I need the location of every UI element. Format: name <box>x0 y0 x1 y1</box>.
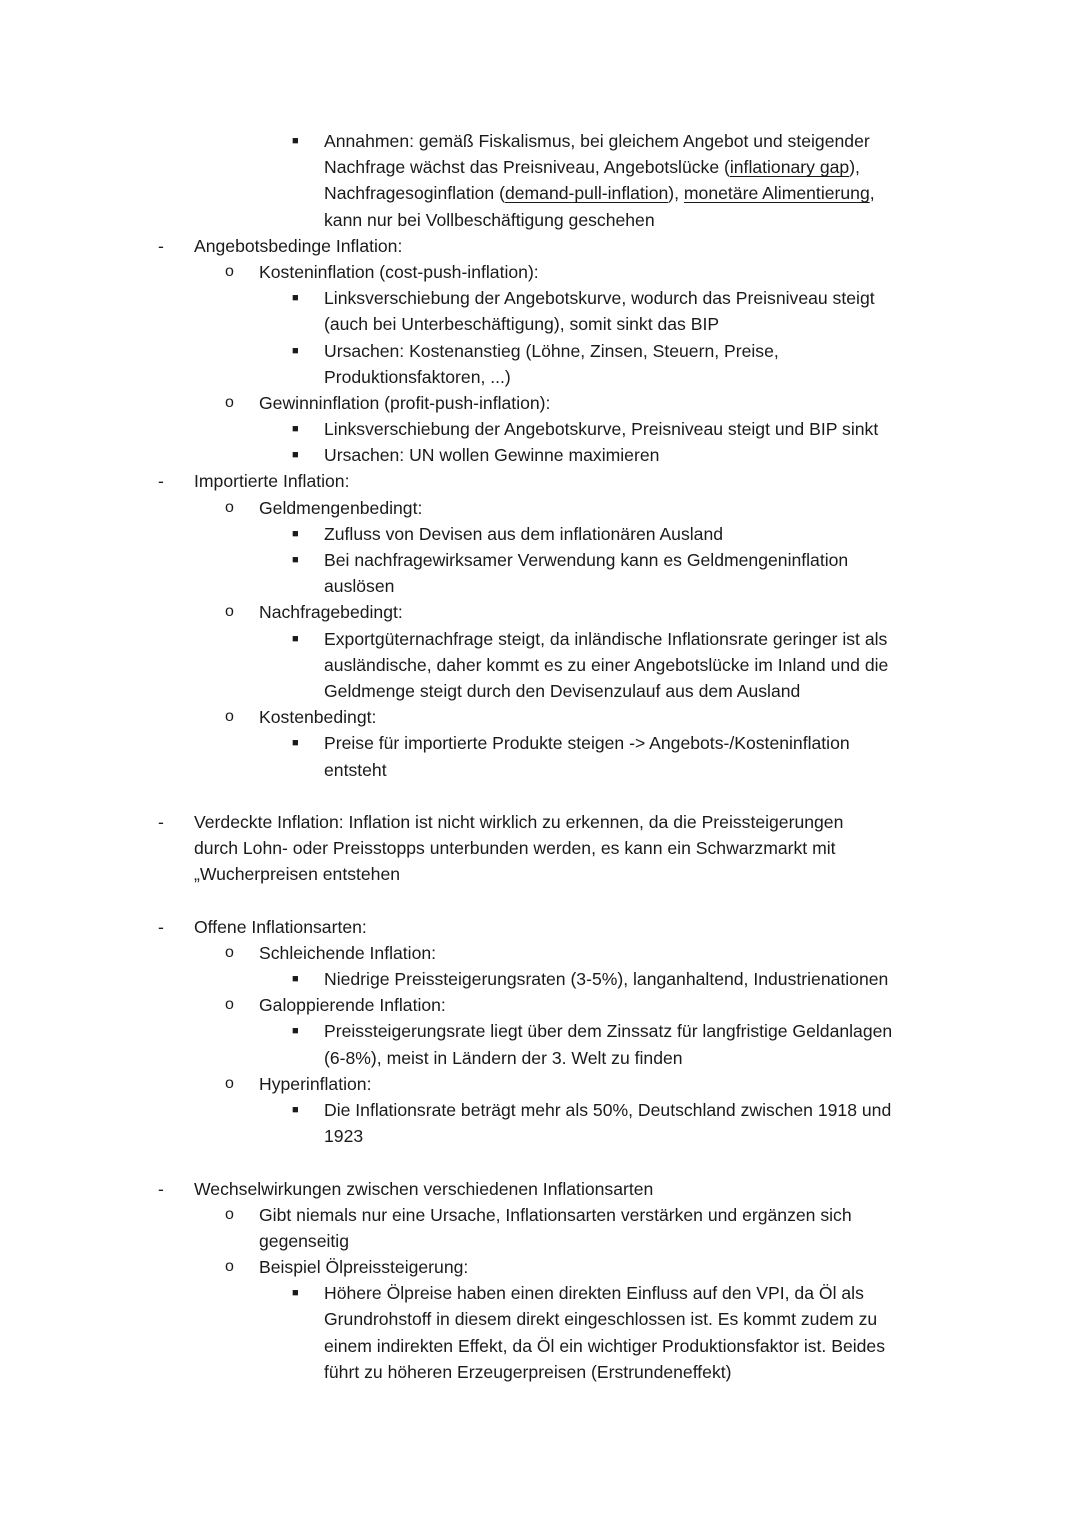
bullet-text: entsteht <box>324 759 387 780</box>
circle-bullet-icon: o <box>225 943 234 961</box>
underlined-term: demand-pull-inflation <box>504 183 669 204</box>
bullet-text: Bei nachfragewirksamer Verwendung kann es Geldmengeninflation <box>324 550 849 570</box>
square-bullet-icon: ■ <box>292 423 299 436</box>
section-line <box>0 861 1080 887</box>
subsection-title: Gewinninflation (profit-push-inflation): <box>259 392 551 413</box>
bullet-text: kann nur bei Vollbeschäftigung geschehen <box>324 209 655 230</box>
bullet-text: Ursachen: Kostenanstieg (Löhne, Zinsen, Steuern, Preise, <box>324 340 779 361</box>
bullet-text: Annahmen: gemäß Fiskalismus, bei gleichem Angebot und steigender <box>324 131 870 151</box>
circle-bullet-icon: o <box>225 603 234 621</box>
subsection-title: Kostenbedingt: <box>259 707 377 728</box>
bullet-text: ausländische, daher kommt es zu einer Angebotslücke im Inland und die <box>324 654 889 675</box>
bullet-line <box>0 1097 1080 1123</box>
section-title: Offene Inflationsarten: <box>194 916 367 937</box>
subsection-title: Geldmengenbedingt: <box>259 497 423 518</box>
bullet-text: führt zu höheren Erzeugerpreisen (Erstrundeneffekt) <box>324 1361 732 1382</box>
subsection-heading <box>0 992 1080 1018</box>
bullet-line <box>0 547 1080 573</box>
circle-bullet-icon: o <box>225 996 234 1014</box>
bullet-text: Geldmenge steigt durch den Devisenzulauf aus dem Ausland <box>324 680 801 701</box>
subsection-text: gegenseitig <box>259 1230 349 1251</box>
bullet-line <box>0 573 1080 599</box>
section-heading <box>0 233 1080 259</box>
subsection-heading <box>0 390 1080 416</box>
bullet-line <box>0 311 1080 337</box>
bullet-line <box>0 416 1080 442</box>
bullet-text: (auch bei Unterbeschäftigung), somit sinkt das BIP <box>324 314 720 335</box>
bullet-line <box>0 652 1080 678</box>
bullet-text: Linksverschiebung der Angebotskurve, Preisniveau steigt und BIP sinkt <box>324 419 879 440</box>
square-bullet-icon: ■ <box>292 1025 299 1038</box>
subsection-title: Galoppierende Inflation: <box>259 995 446 1016</box>
square-bullet-icon: ■ <box>292 1287 299 1300</box>
section-text: durch Lohn- oder Preisstopps unterbunden werden, es kann ein Schwarzmarkt mit <box>194 838 836 859</box>
bullet-line <box>0 338 1080 364</box>
underlined-term: monetäre Alimentierung <box>683 183 870 204</box>
underlined-term: inflationary gap <box>729 157 850 178</box>
bullet-line <box>0 285 1080 311</box>
bullet-line <box>0 180 1080 206</box>
square-bullet-icon: ■ <box>292 973 299 985</box>
section-title: Wechselwirkungen zwischen verschiedenen Inflationsarten <box>194 1178 654 1199</box>
dash-bullet-icon: - <box>158 235 164 256</box>
square-bullet-icon: ■ <box>292 554 299 566</box>
bullet-text: einem indirekten Effekt, da Öl ein wichtiger Produktionsfaktor ist. Beides <box>324 1335 885 1356</box>
circle-bullet-icon: o <box>225 262 234 280</box>
bullet-text: Preise für importierte Produkte steigen -> Angebots-/Kosteninflation <box>324 733 850 754</box>
bullet-text: Höhere Ölpreise haben einen direkten Einfluss auf den VPI, da Öl als <box>324 1283 864 1304</box>
bullet-text: Ursachen: UN wollen Gewinne maximieren <box>324 445 660 466</box>
subsection-line <box>0 1228 1080 1254</box>
dash-bullet-icon: - <box>158 811 164 832</box>
square-bullet-icon: ■ <box>292 632 299 645</box>
bullet-text: Grundrohstoff in diesem direkt eingeschlossen ist. Es kommt zudem zu <box>324 1309 878 1330</box>
square-bullet-icon: ■ <box>292 135 299 147</box>
bullet-line <box>0 757 1080 783</box>
bullet-line <box>0 626 1080 652</box>
blank-line <box>0 783 1080 809</box>
bullet-text: Nachfragesoginflation (demand-pull-inflation), monetäre Alimentierung, <box>324 183 875 204</box>
bullet-line <box>0 730 1080 756</box>
bullet-text: Nachfrage wächst das Preisniveau, Angebotslücke (inflationary gap), <box>324 157 860 178</box>
bullet-line <box>0 521 1080 547</box>
bullet-text: (6-8%), meist in Ländern der 3. Welt zu finden <box>324 1047 683 1068</box>
bullet-line <box>0 1280 1080 1306</box>
circle-bullet-icon: o <box>225 1258 234 1276</box>
bullet-line <box>0 1359 1080 1385</box>
section-title: Angebotsbedinge Inflation: <box>194 235 403 256</box>
subsection-heading <box>0 1254 1080 1280</box>
subsection-heading <box>0 259 1080 285</box>
bullet-line <box>0 207 1080 233</box>
bullet-text: Die Inflationsrate beträgt mehr als 50%, Deutschland zwischen 1918 und <box>324 1099 892 1120</box>
bullet-text: Niedrige Preissteigerungsraten (3-5%), langanhaltend, Industrienationen <box>324 969 889 989</box>
circle-bullet-icon: o <box>225 708 234 726</box>
bullet-line <box>0 1018 1080 1044</box>
section-title: Importierte Inflation: <box>194 471 350 492</box>
bullet-text: Zufluss von Devisen aus dem inflationären Ausland <box>324 523 724 544</box>
bullet-text: auslösen <box>324 576 395 597</box>
section-text: „Wucherpreisen entstehen <box>194 864 401 885</box>
dash-bullet-icon: - <box>158 1178 164 1199</box>
subsection-title: Nachfragebedingt: <box>259 602 403 623</box>
subsection-heading <box>0 495 1080 521</box>
subsection-text: Gibt niemals nur eine Ursache, Inflationsarten verstärken und ergänzen sich <box>259 1204 852 1225</box>
bullet-line <box>0 1306 1080 1332</box>
blank-line <box>0 1149 1080 1175</box>
section-heading <box>0 1176 1080 1202</box>
bullet-text: Linksverschiebung der Angebotskurve, wodurch das Preisniveau steigt <box>324 288 875 309</box>
section-line <box>0 835 1080 861</box>
square-bullet-icon: ■ <box>292 527 299 540</box>
subsection-title: Schleichende Inflation: <box>259 942 437 963</box>
circle-bullet-icon: o <box>225 1205 234 1223</box>
bullet-line <box>0 442 1080 468</box>
bullet-line <box>0 128 1080 154</box>
bullet-line <box>0 1123 1080 1149</box>
bullet-line <box>0 678 1080 704</box>
section-heading <box>0 914 1080 940</box>
dash-bullet-icon: - <box>158 916 164 937</box>
bullet-line <box>0 1333 1080 1359</box>
square-bullet-icon: ■ <box>292 737 299 750</box>
dash-bullet-icon: - <box>158 471 164 492</box>
bullet-text: Exportgüternachfrage steigt, da inländische Inflationsrate geringer ist als <box>324 628 888 649</box>
bullet-text: Preissteigerungsrate liegt über dem Zinssatz für langfristige Geldanlagen <box>324 1021 893 1042</box>
document-page <box>0 128 1080 1385</box>
subsection-title: Kosteninflation (cost-push-inflation): <box>259 261 539 282</box>
subsection-title: Beispiel Ölpreissteigerung: <box>259 1257 469 1278</box>
section-heading <box>0 468 1080 494</box>
square-bullet-icon: ■ <box>292 292 299 305</box>
bullet-text: 1923 <box>324 1126 364 1147</box>
bullet-line <box>0 364 1080 390</box>
subsection-heading <box>0 1071 1080 1097</box>
square-bullet-icon: ■ <box>292 1103 299 1116</box>
section-text: Verdeckte Inflation: Inflation ist nicht wirklich zu erkennen, da die Preissteigerungen <box>194 811 844 832</box>
subsection-heading <box>0 1202 1080 1228</box>
bullet-line <box>0 1045 1080 1071</box>
circle-bullet-icon: o <box>225 498 234 516</box>
square-bullet-icon: ■ <box>292 344 299 357</box>
bullet-line <box>0 966 1080 992</box>
square-bullet-icon: ■ <box>292 449 299 462</box>
subsection-heading <box>0 599 1080 625</box>
subsection-heading <box>0 940 1080 966</box>
subsection-title: Hyperinflation: <box>259 1073 372 1094</box>
bullet-line <box>0 154 1080 180</box>
blank-line <box>0 887 1080 913</box>
circle-bullet-icon: o <box>225 393 234 411</box>
bullet-text: Produktionsfaktoren, ...) <box>324 366 511 387</box>
subsection-heading <box>0 704 1080 730</box>
section-heading <box>0 809 1080 835</box>
circle-bullet-icon: o <box>225 1074 234 1092</box>
